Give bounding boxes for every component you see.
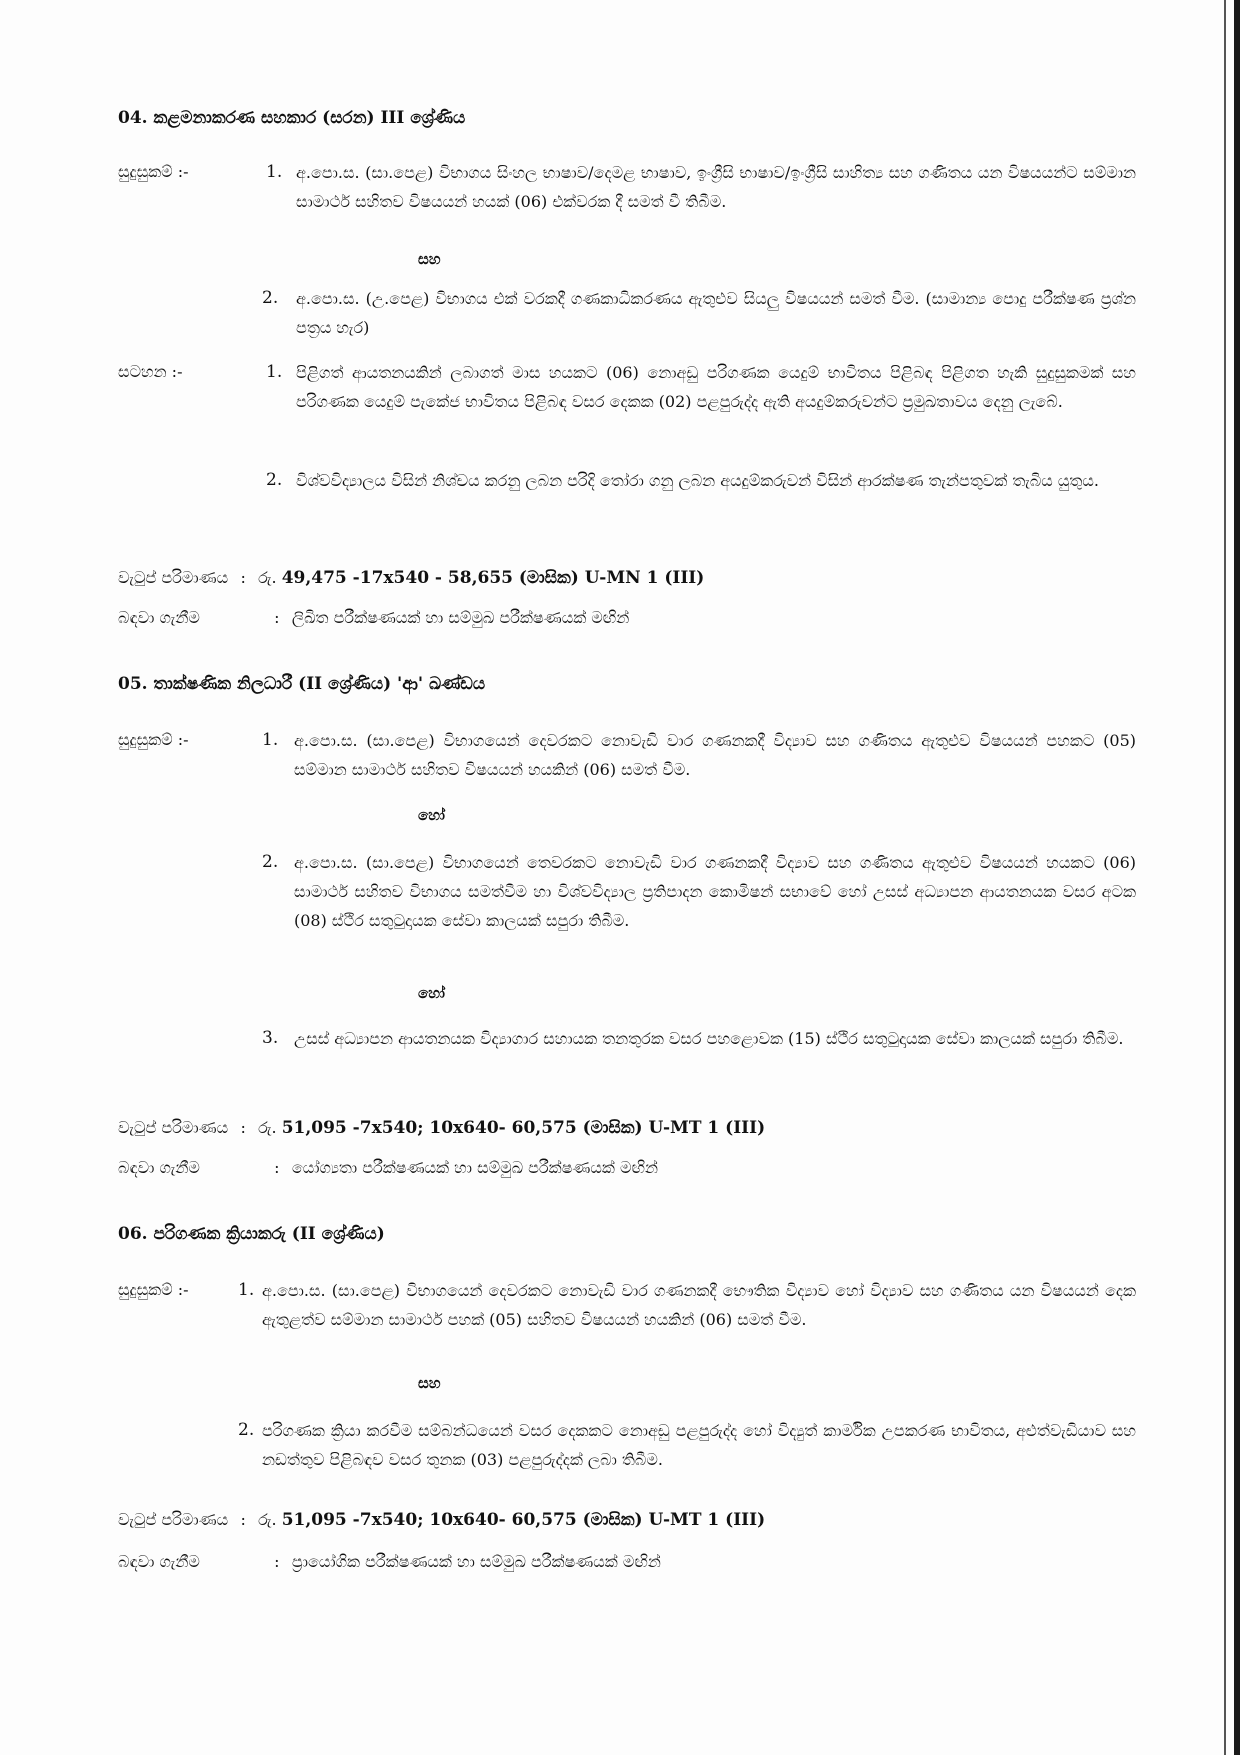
conjunction-or: හෝ xyxy=(418,984,445,1002)
salary-scale-value: 51,095 -7x540; 10x640- 60,575 (මාසික) U-MT 1 (III) xyxy=(281,1510,766,1530)
item-number: 2. xyxy=(238,1420,255,1440)
recruitment-value: ප්‍රායෝගික පරීක්ෂණයක් හා සම්මුඛ පරීක්ෂණයක් මඟින් xyxy=(291,1552,661,1571)
salary-scale-label: වැටුප් පරිමාණය xyxy=(118,1510,229,1529)
recruitment-value: යෝග්‍යතා පරීක්ෂණයක් හා සම්මුඛ පරීක්ෂණයක් මඟින් xyxy=(291,1158,658,1177)
section-05-title: 05. තාක්ෂණික නිලධාරී (II ශ්‍රේණිය) 'ආ' ඛණ්ඩය xyxy=(118,674,486,694)
qualification-item: අ.පො.ස. (සා.පෙළ) විභාගයෙන් තෙවරකට නොවැඩි වාර ගණනකදී විද්‍යාව සහ ගණිතය ඇතුළුව විෂයයන් හයකට (06) සාමාර්ථ සහිතව විභාගය සමත්වීම හා විශ්වවිද්‍යාල ප්‍රතිපාදන කොමිෂන් සභාවේ හෝ උසස් අධ්‍යාපන ආයතනයක වසර අටක (08) ස්ථිර සතුටුදායක සේවා කාලයක් සපුරා තිබීම. xyxy=(294,853,1136,930)
qualification-item: අ.පො.ස. (සා.පෙළ) විභාගයෙන් දෙවරකට නොවැඩි වාර ගණනකදී භෞතික විද්‍යාව හෝ විද්‍යාව සහ ගණිතය යන විෂයයන් දෙක ඇතුළත්ව සම්මාන සාමාර්ථ පහක් (05) සහිතව විෂයයන් හයකින් (06) සමත් වීම. xyxy=(262,1281,1136,1329)
item-number: 2. xyxy=(262,852,279,872)
section-04-title: 04. කළමනාකරණ සහකාර (සරන) III ශ්‍රේණිය xyxy=(118,108,466,128)
note-label: සටහන :- xyxy=(118,362,183,381)
page-edge-line xyxy=(1224,0,1226,1755)
recruitment-label: බඳවා ගැනීම xyxy=(118,1552,200,1571)
page-edge-shadow xyxy=(1234,0,1240,1755)
recruitment-row: බඳවා ගැනීම : යෝග්‍යතා පරීක්ෂණයක් හා සම්මුඛ පරීක්ෂණයක් මඟින් xyxy=(118,1158,658,1177)
qualification-item: අ.පො.ස. (සා.පෙළ) විභාගය සිංහල භාෂාව/දෙමළ භාෂාව, ඉංග්‍රීසි භාෂාව/ඉංග්‍රීසි සාහිත්‍ය සහ ගණිතය යන විෂයයන්ට සම්මාන සාමාර්ථ සහිතව විෂයයන් හයක් (06) එක්වරක දී සමත් වී තිබීම. xyxy=(296,163,1136,211)
recruitment-label: බඳවා ගැනීම xyxy=(118,608,200,627)
salary-scale-label: වැටුප් පරිමාණය xyxy=(118,1118,229,1137)
salary-prefix: රු. xyxy=(258,1510,277,1529)
salary-scale-label: වැටුප් පරිමාණය xyxy=(118,568,229,587)
salary-scale-value: 49,475 -17x540 - 58,655 (මාසික) U-MN 1 (III) xyxy=(281,568,705,588)
recruitment-row: බඳවා ගැනීම : ලිඛිත පරීක්ෂණයක් හා සම්මුඛ පරීක්ෂණයක් මඟින් xyxy=(118,608,630,627)
item-number: 2. xyxy=(262,288,279,308)
note-item: විශ්වවිද්‍යාලය විසින් නිශ්චය කරනු ලබන පරිදි තෝරා ගනු ලබන අයදුම්කරුවන් විසින් ආරක්ෂණ තැන්පතුවක් තැබිය යුතුය. xyxy=(296,471,1099,490)
qualification-item: අ.පො.ස. (සා.පෙළ) විභාගයෙන් දෙවරකට නොවැඩි වාර ගණනකදී විද්‍යාව සහ ගණිතය ඇතුළුව විෂයයන් පහකට (05) සම්මාන සාමාර්ථ සහිතව විෂයයන් හයකින් (06) සමත් වීම. xyxy=(294,731,1136,779)
section-06-title: 06. පරිගණක ක්‍රියාකරු (II ශ්‍රේණිය) xyxy=(118,1224,385,1244)
item-number: 1. xyxy=(262,730,279,750)
salary-prefix: රු. xyxy=(258,568,277,587)
item-number: 1. xyxy=(238,1280,255,1300)
qualifications-label: සුදුසුකම් :- xyxy=(118,1280,189,1299)
salary-scale-row: වැටුප් පරිමාණය : රු. 51,095 -7x540; 10x640- 60,575 (මාසික) U-MT 1 (III) xyxy=(118,1118,766,1138)
salary-prefix: රු. xyxy=(258,1118,277,1137)
recruitment-value: ලිඛිත පරීක්ෂණයක් හා සම්මුඛ පරීක්ෂණයක් මඟින් xyxy=(291,608,630,627)
qualification-item: උසස් අධ්‍යාපන ආයතනයක විද්‍යාගාර සහායක තනතුරක වසර පහළොවක (15) ස්ථිර සතුටුදායක සේවා කාලයක් සපුරා තිබීම. xyxy=(294,1029,1124,1048)
qualification-item: අ.පො.ස. (උ.පෙළ) විභාගය එක් වරකදී ගණකාධිකරණය ඇතුළුව සියලු විෂයයන් සමත් වීම. (සාමාන්‍ය පොදු පරීක්ෂණ ප්‍රශ්න පත්‍රය හැර) xyxy=(296,289,1136,337)
qualifications-label: සුදුසුකම් :- xyxy=(118,162,189,181)
salary-scale-value: 51,095 -7x540; 10x640- 60,575 (මාසික) U-MT 1 (III) xyxy=(281,1118,766,1138)
conjunction-and: සහ xyxy=(418,250,441,268)
note-item: පිළිගත් ආයතනයකින් ලබාගත් මාස හයකට (06) නොඅඩු පරිගණක යෙදුම් භාවිතය පිළිබඳ පිළිගත හැකි සුදුසුකමක් සහ පරිගණක යෙදුම් පැකේජ භාවිතය පිළිබඳ වසර දෙකක (02) පළපුරුද්ද ඇති අයදුම්කරුවන්ට ප්‍රමුඛතාවය දෙනු ලැබේ. xyxy=(296,363,1136,411)
item-number: 3. xyxy=(262,1028,279,1048)
item-number: 1. xyxy=(266,362,283,382)
item-number: 1. xyxy=(266,162,283,182)
qualification-item: පරිගණක ක්‍රියා කරවීම සම්බන්ධයෙන් වසර දෙකකට නොඅඩු පළපුරුද්ද හෝ විද්‍යුත් කාර්මික උපකරණ භාවිතය, අළුත්වැඩියාව සහ නඩත්තුව පිළිබඳව වසර තුනක (03) පළපුරුද්දක් ලබා තිබීම. xyxy=(262,1421,1136,1469)
salary-scale-row: වැටුප් පරිමාණය : රු. 49,475 -17x540 - 58,655 (මාසික) U-MN 1 (III) xyxy=(118,568,705,588)
conjunction-or: හෝ xyxy=(418,806,445,824)
qualifications-label: සුදුසුකම් :- xyxy=(118,730,189,749)
conjunction-and: සහ xyxy=(418,1374,441,1392)
recruitment-row: බඳවා ගැනීම : ප්‍රායෝගික පරීක්ෂණයක් හා සම්මුඛ පරීක්ෂණයක් මඟින් xyxy=(118,1552,661,1571)
salary-scale-row: වැටුප් පරිමාණය : රු. 51,095 -7x540; 10x640- 60,575 (මාසික) U-MT 1 (III) xyxy=(118,1510,766,1530)
item-number: 2. xyxy=(266,470,283,490)
recruitment-label: බඳවා ගැනීම xyxy=(118,1158,200,1177)
